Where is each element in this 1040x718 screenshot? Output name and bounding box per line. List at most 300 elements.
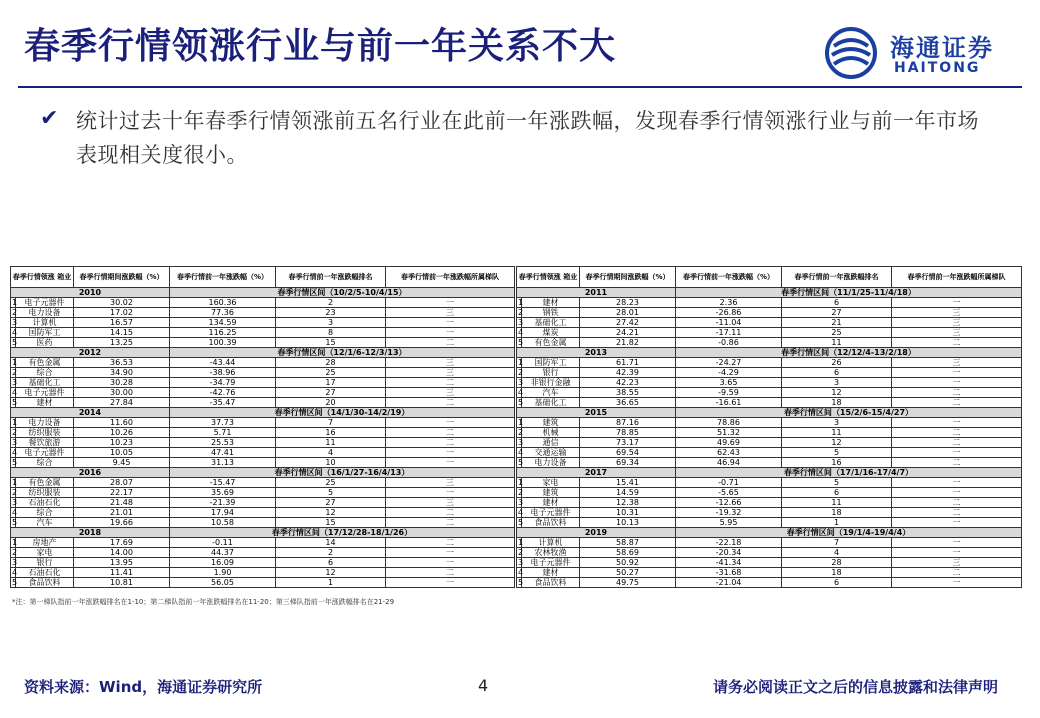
table-row xyxy=(517,488,1022,498)
year-row xyxy=(517,348,1022,358)
tier-cell: 二 xyxy=(386,378,515,388)
prior-year-return-cell: 5.95 xyxy=(676,518,782,528)
spring-return-cell: 10.13 xyxy=(580,518,676,528)
table-row xyxy=(517,548,1022,558)
industry-cell: 石油石化 xyxy=(16,498,74,508)
interval-dates: （12/12/4-13/2/18） xyxy=(829,348,916,357)
rank-cell: 4 xyxy=(518,508,524,517)
table-row xyxy=(11,508,515,518)
prior-year-return-cell: 77.36 xyxy=(170,308,276,318)
prior-year-rank-cell: 6 xyxy=(276,558,386,568)
table-row xyxy=(11,478,515,488)
tier-cell: 二 xyxy=(892,458,1022,468)
prior-year-return-cell: 78.86 xyxy=(676,418,782,428)
spring-return-cell: 10.26 xyxy=(74,428,170,438)
rank-cell: 5 xyxy=(518,578,524,587)
interval-label: 春季行情区间 xyxy=(786,528,835,537)
industry-cell: 家电 xyxy=(16,548,74,558)
industry-cell: 非银行金融 xyxy=(522,378,580,388)
rank-cell: 3 xyxy=(12,438,18,447)
tier-cell: 二 xyxy=(386,568,515,578)
prior-year-return-cell: 31.13 xyxy=(170,458,276,468)
spring-interval xyxy=(170,348,515,358)
table-row xyxy=(11,388,515,398)
tier-cell: 一 xyxy=(892,478,1022,488)
rank-cell: 4 xyxy=(518,328,524,337)
spring-return-cell: 21.82 xyxy=(580,338,676,348)
table-row xyxy=(517,388,1022,398)
table-row xyxy=(517,378,1022,388)
industry-cell: 电子元器件 xyxy=(16,298,74,308)
spring-return-cell: 16.57 xyxy=(74,318,170,328)
rank-cell: 3 xyxy=(12,558,18,567)
disclaimer: 请务必阅读正文之后的信息披露和法律声明 xyxy=(712,678,998,696)
industry-cell: 电子元器件 xyxy=(16,448,74,458)
industry-cell: 食品饮料 xyxy=(522,578,580,588)
page-title: 春季行情领涨行业与前一年关系不大 xyxy=(24,25,617,67)
tier-cell: 一 xyxy=(892,448,1022,458)
bullet-point xyxy=(40,104,1000,172)
tier-cell: 二 xyxy=(892,388,1022,398)
prior-year-return-cell: 47.41 xyxy=(170,448,276,458)
tier-cell: 一 xyxy=(892,518,1022,528)
table-row xyxy=(11,448,515,458)
prior-year-rank-cell: 6 xyxy=(782,298,892,308)
tier-cell: 二 xyxy=(386,518,515,528)
industry-cell: 交通运输 xyxy=(522,448,580,458)
prior-year-rank-cell: 23 xyxy=(276,308,386,318)
prior-year-rank-cell: 12 xyxy=(782,438,892,448)
interval-dates: （19/1/4-19/4/4） xyxy=(834,528,911,537)
table-row xyxy=(11,518,515,528)
column-header: 春季行情前一年涨跌幅（%） xyxy=(676,267,782,288)
prior-year-return-cell: -0.11 xyxy=(170,538,276,548)
prior-year-rank-cell: 6 xyxy=(782,578,892,588)
table-row xyxy=(11,328,515,338)
tier-cell: 一 xyxy=(386,448,515,458)
rank-cell: 3 xyxy=(518,498,524,507)
prior-year-rank-cell: 5 xyxy=(276,488,386,498)
tier-cell: 二 xyxy=(892,428,1022,438)
spring-return-cell: 10.31 xyxy=(580,508,676,518)
table-row xyxy=(11,368,515,378)
prior-year-rank-cell: 11 xyxy=(782,338,892,348)
rank-cell: 2 xyxy=(518,428,524,437)
table-row xyxy=(11,438,515,448)
table-row xyxy=(517,338,1022,348)
industry-cell: 纺织服装 xyxy=(16,428,74,438)
prior-year-rank-cell: 5 xyxy=(782,448,892,458)
tier-cell: 二 xyxy=(892,498,1022,508)
spring-return-cell: 21.48 xyxy=(74,498,170,508)
prior-year-rank-cell: 28 xyxy=(782,558,892,568)
tier-cell: 三 xyxy=(892,558,1022,568)
rank-cell: 2 xyxy=(12,428,18,437)
prior-year-rank-cell: 11 xyxy=(782,498,892,508)
year-label: 2014 xyxy=(11,408,170,418)
spring-return-cell: 38.55 xyxy=(580,388,676,398)
prior-year-return-cell: -20.34 xyxy=(676,548,782,558)
prior-year-rank-cell: 17 xyxy=(276,378,386,388)
spring-return-cell: 19.66 xyxy=(74,518,170,528)
spring-return-cell: 73.17 xyxy=(580,438,676,448)
table-row xyxy=(517,368,1022,378)
prior-year-return-cell: -42.76 xyxy=(170,388,276,398)
tier-cell: 二 xyxy=(386,538,515,548)
spring-return-cell: 17.69 xyxy=(74,538,170,548)
tier-cell: 三 xyxy=(386,358,515,368)
tier-cell: 二 xyxy=(892,568,1022,578)
table-row xyxy=(517,398,1022,408)
tier-cell: 二 xyxy=(386,398,515,408)
prior-year-rank-cell: 20 xyxy=(276,398,386,408)
tier-cell: 一 xyxy=(386,558,515,568)
rank-cell: 1 xyxy=(518,418,524,427)
interval-dates: （17/12/28-18/1/26） xyxy=(319,528,413,537)
tier-cell: 一 xyxy=(892,368,1022,378)
prior-year-rank-cell: 18 xyxy=(782,568,892,578)
prior-year-rank-cell: 1 xyxy=(276,578,386,588)
spring-return-cell: 13.95 xyxy=(74,558,170,568)
table-row xyxy=(517,448,1022,458)
industry-cell: 医药 xyxy=(16,338,74,348)
spring-return-cell: 11.41 xyxy=(74,568,170,578)
prior-year-rank-cell: 25 xyxy=(276,368,386,378)
industry-cell: 综合 xyxy=(16,458,74,468)
rank-cell: 2 xyxy=(518,548,524,557)
tier-cell: 一 xyxy=(892,548,1022,558)
tier-cell: 一 xyxy=(386,318,515,328)
prior-year-return-cell: 10.58 xyxy=(170,518,276,528)
spring-return-cell: 28.23 xyxy=(580,298,676,308)
year-label: 2013 xyxy=(517,348,676,358)
industry-cell: 有色金属 xyxy=(16,478,74,488)
spring-interval xyxy=(170,528,515,538)
prior-year-return-cell: 1.90 xyxy=(170,568,276,578)
tier-cell: 三 xyxy=(892,328,1022,338)
industry-cell: 国防军工 xyxy=(522,358,580,368)
column-header: 春季行情前一年涨跌幅（%） xyxy=(170,267,276,288)
industry-cell: 电力设备 xyxy=(522,458,580,468)
prior-year-rank-cell: 25 xyxy=(276,478,386,488)
logo-english-name: HAITONG xyxy=(894,60,981,76)
spring-interval xyxy=(676,348,1022,358)
rank-cell: 5 xyxy=(12,458,18,467)
right-table xyxy=(516,266,1022,588)
rank-cell: 5 xyxy=(12,518,18,527)
table-row xyxy=(517,438,1022,448)
spring-return-cell: 58.69 xyxy=(580,548,676,558)
prior-year-rank-cell: 15 xyxy=(276,518,386,528)
tier-cell: 一 xyxy=(386,578,515,588)
prior-year-return-cell: -43.44 xyxy=(170,358,276,368)
rank-cell: 4 xyxy=(12,388,18,397)
tier-cell: 三 xyxy=(386,498,515,508)
spring-return-cell: 22.17 xyxy=(74,488,170,498)
prior-year-rank-cell: 6 xyxy=(782,368,892,378)
year-label: 2017 xyxy=(517,468,676,478)
spring-return-cell: 69.34 xyxy=(580,458,676,468)
prior-year-rank-cell: 3 xyxy=(276,318,386,328)
interval-label: 春季行情区间 xyxy=(781,288,830,297)
tier-cell: 三 xyxy=(386,388,515,398)
year-label: 2011 xyxy=(517,288,676,298)
prior-year-return-cell: 2.36 xyxy=(676,298,782,308)
prior-year-rank-cell: 12 xyxy=(276,508,386,518)
rank-cell: 2 xyxy=(518,308,524,317)
prior-year-rank-cell: 12 xyxy=(276,568,386,578)
industry-cell: 房地产 xyxy=(16,538,74,548)
rank-cell: 1 xyxy=(518,298,524,307)
table-row xyxy=(517,508,1022,518)
rank-cell: 3 xyxy=(518,558,524,567)
table-row xyxy=(11,568,515,578)
table-row xyxy=(517,298,1022,308)
rank-cell: 5 xyxy=(518,398,524,407)
prior-year-return-cell: 49.69 xyxy=(676,438,782,448)
industry-cell: 建材 xyxy=(522,568,580,578)
interval-label: 春季行情区间 xyxy=(783,408,832,417)
prior-year-return-cell: 16.09 xyxy=(170,558,276,568)
industry-cell: 钢铁 xyxy=(522,308,580,318)
prior-year-rank-cell: 18 xyxy=(782,398,892,408)
spring-return-cell: 58.87 xyxy=(580,538,676,548)
table-row xyxy=(11,578,515,588)
table-row xyxy=(517,478,1022,488)
data-source: 资料来源：Wind，海通证券研究所 xyxy=(24,678,263,696)
spring-return-cell: 24.21 xyxy=(580,328,676,338)
industry-cell: 计算机 xyxy=(16,318,74,328)
tier-cell: 三 xyxy=(892,318,1022,328)
table-row xyxy=(11,458,515,468)
prior-year-rank-cell: 3 xyxy=(782,418,892,428)
prior-year-return-cell: -19.32 xyxy=(676,508,782,518)
year-label: 2012 xyxy=(11,348,170,358)
tier-cell: 一 xyxy=(892,418,1022,428)
industry-cell: 建筑 xyxy=(522,488,580,498)
spring-return-cell: 42.23 xyxy=(580,378,676,388)
checkmark-icon: ✔ xyxy=(40,106,59,131)
rank-cell: 2 xyxy=(12,308,18,317)
industry-cell: 食品饮料 xyxy=(16,578,74,588)
prior-year-return-cell: -0.86 xyxy=(676,338,782,348)
column-header: 春季行情前一年涨跌幅所属梯队 xyxy=(386,267,515,288)
industry-cell: 基础化工 xyxy=(522,318,580,328)
prior-year-return-cell: -24.27 xyxy=(676,358,782,368)
prior-year-return-cell: -21.39 xyxy=(170,498,276,508)
interval-dates: （17/1/16-17/4/7） xyxy=(831,468,914,477)
year-row xyxy=(517,468,1022,478)
rank-cell: 2 xyxy=(518,368,524,377)
prior-year-rank-cell: 4 xyxy=(782,548,892,558)
rank-cell: 3 xyxy=(518,438,524,447)
table-row xyxy=(11,378,515,388)
year-label: 2019 xyxy=(517,528,676,538)
prior-year-rank-cell: 27 xyxy=(782,308,892,318)
spring-return-cell: 69.54 xyxy=(580,448,676,458)
spring-return-cell: 30.02 xyxy=(74,298,170,308)
tier-cell: 三 xyxy=(892,358,1022,368)
spring-return-cell: 36.53 xyxy=(74,358,170,368)
spring-return-cell: 28.07 xyxy=(74,478,170,488)
table-row xyxy=(517,498,1022,508)
table-row xyxy=(11,308,515,318)
header-row xyxy=(11,267,515,288)
industry-cell: 有色金属 xyxy=(16,358,74,368)
interval-dates: （11/1/25-11/4/18） xyxy=(829,288,916,297)
industry-cell: 建材 xyxy=(522,298,580,308)
haitong-logo-icon xyxy=(820,26,882,80)
tier-cell: 一 xyxy=(386,328,515,338)
prior-year-return-cell: -31.68 xyxy=(676,568,782,578)
spring-interval xyxy=(170,408,515,418)
spring-return-cell: 27.84 xyxy=(74,398,170,408)
prior-year-return-cell: -9.59 xyxy=(676,388,782,398)
industry-cell: 基础化工 xyxy=(522,398,580,408)
rank-cell: 4 xyxy=(12,508,18,517)
prior-year-rank-cell: 3 xyxy=(782,378,892,388)
table-row xyxy=(517,538,1022,548)
year-row xyxy=(517,408,1022,418)
prior-year-rank-cell: 11 xyxy=(276,438,386,448)
spring-return-cell: 13.25 xyxy=(74,338,170,348)
industry-cell: 纺织服装 xyxy=(16,488,74,498)
tier-cell: 一 xyxy=(892,538,1022,548)
industry-cell: 综合 xyxy=(16,368,74,378)
industry-cell: 家电 xyxy=(522,478,580,488)
industry-cell: 农林牧渔 xyxy=(522,548,580,558)
prior-year-return-cell: -21.04 xyxy=(676,578,782,588)
prior-year-return-cell: -5.65 xyxy=(676,488,782,498)
prior-year-return-cell: -15.47 xyxy=(170,478,276,488)
table-row xyxy=(11,298,515,308)
spring-return-cell: 10.05 xyxy=(74,448,170,458)
table-row xyxy=(517,518,1022,528)
prior-year-return-cell: -0.71 xyxy=(676,478,782,488)
rank-cell: 1 xyxy=(12,358,18,367)
prior-year-return-cell: -26.86 xyxy=(676,308,782,318)
column-header: 春季行情前一年涨跌幅排名 xyxy=(276,267,386,288)
prior-year-return-cell: 3.65 xyxy=(676,378,782,388)
haitong-logo xyxy=(820,26,1010,80)
rank-cell: 5 xyxy=(12,398,18,407)
rank-cell: 5 xyxy=(518,518,524,527)
prior-year-rank-cell: 1 xyxy=(782,518,892,528)
spring-return-cell: 50.27 xyxy=(580,568,676,578)
table-row xyxy=(11,318,515,328)
rank-cell: 2 xyxy=(12,548,18,557)
prior-year-return-cell: 160.36 xyxy=(170,298,276,308)
rank-cell: 5 xyxy=(12,338,18,347)
prior-year-rank-cell: 14 xyxy=(276,538,386,548)
spring-return-cell: 30.00 xyxy=(74,388,170,398)
interval-label: 春季行情区间 xyxy=(781,348,830,357)
table-row xyxy=(517,418,1022,428)
rank-cell: 2 xyxy=(12,488,18,497)
spring-return-cell: 49.75 xyxy=(580,578,676,588)
prior-year-return-cell: 17.94 xyxy=(170,508,276,518)
prior-year-return-cell: 116.25 xyxy=(170,328,276,338)
prior-year-rank-cell: 7 xyxy=(782,538,892,548)
spring-return-cell: 11.60 xyxy=(74,418,170,428)
tier-cell: 三 xyxy=(386,368,515,378)
title-divider xyxy=(18,86,1022,88)
spring-return-cell: 15.41 xyxy=(580,478,676,488)
spring-interval xyxy=(170,288,515,298)
tier-cell: 一 xyxy=(386,458,515,468)
tier-cell: 二 xyxy=(892,508,1022,518)
year-row xyxy=(517,288,1022,298)
spring-return-cell: 10.81 xyxy=(74,578,170,588)
tier-cell: 二 xyxy=(892,398,1022,408)
prior-year-rank-cell: 2 xyxy=(276,298,386,308)
prior-year-return-cell: 46.94 xyxy=(676,458,782,468)
rank-cell: 4 xyxy=(12,328,18,337)
prior-year-return-cell: -11.04 xyxy=(676,318,782,328)
table-row xyxy=(517,558,1022,568)
table-row xyxy=(517,328,1022,338)
rank-cell: 5 xyxy=(518,338,524,347)
prior-year-rank-cell: 15 xyxy=(276,338,386,348)
spring-return-cell: 87.16 xyxy=(580,418,676,428)
spring-return-cell: 30.28 xyxy=(74,378,170,388)
rank-cell: 4 xyxy=(12,568,18,577)
prior-year-rank-cell: 5 xyxy=(782,478,892,488)
table-row xyxy=(11,488,515,498)
prior-year-rank-cell: 8 xyxy=(276,328,386,338)
table-row xyxy=(11,558,515,568)
rank-cell: 3 xyxy=(12,498,18,507)
interval-dates: （12/1/6-12/3/13） xyxy=(325,348,407,357)
prior-year-return-cell: 35.69 xyxy=(170,488,276,498)
prior-year-return-cell: 44.37 xyxy=(170,548,276,558)
column-header: 春季行情期间涨跌幅（%） xyxy=(580,267,676,288)
interval-label: 春季行情区间 xyxy=(274,408,323,417)
rank-cell: 5 xyxy=(12,578,18,587)
industry-cell: 电子元器件 xyxy=(16,388,74,398)
prior-year-rank-cell: 28 xyxy=(276,358,386,368)
spring-return-cell: 10.23 xyxy=(74,438,170,448)
spring-interval xyxy=(676,528,1022,538)
prior-year-rank-cell: 16 xyxy=(276,428,386,438)
tier-cell: 二 xyxy=(386,428,515,438)
industry-cell: 有色金属 xyxy=(522,338,580,348)
rank-cell: 4 xyxy=(518,448,524,457)
spring-return-cell: 36.65 xyxy=(580,398,676,408)
spring-return-cell: 27.42 xyxy=(580,318,676,328)
table-row xyxy=(11,418,515,428)
rank-cell: 3 xyxy=(12,378,18,387)
rank-cell: 4 xyxy=(518,388,524,397)
industry-cell: 电子元器件 xyxy=(522,558,580,568)
prior-year-rank-cell: 6 xyxy=(782,488,892,498)
rank-cell: 2 xyxy=(12,368,18,377)
tier-cell: 一 xyxy=(892,578,1022,588)
spring-return-cell: 50.92 xyxy=(580,558,676,568)
tier-cell: 二 xyxy=(386,508,515,518)
prior-year-rank-cell: 27 xyxy=(276,388,386,398)
rank-cell: 2 xyxy=(518,488,524,497)
prior-year-return-cell: 100.39 xyxy=(170,338,276,348)
table-row xyxy=(517,428,1022,438)
prior-year-return-cell: -41.34 xyxy=(676,558,782,568)
prior-year-rank-cell: 12 xyxy=(782,388,892,398)
prior-year-rank-cell: 27 xyxy=(276,498,386,508)
industry-cell: 食品饮料 xyxy=(522,518,580,528)
prior-year-return-cell: -22.18 xyxy=(676,538,782,548)
industry-cell: 电力设备 xyxy=(16,418,74,428)
table-row xyxy=(517,578,1022,588)
